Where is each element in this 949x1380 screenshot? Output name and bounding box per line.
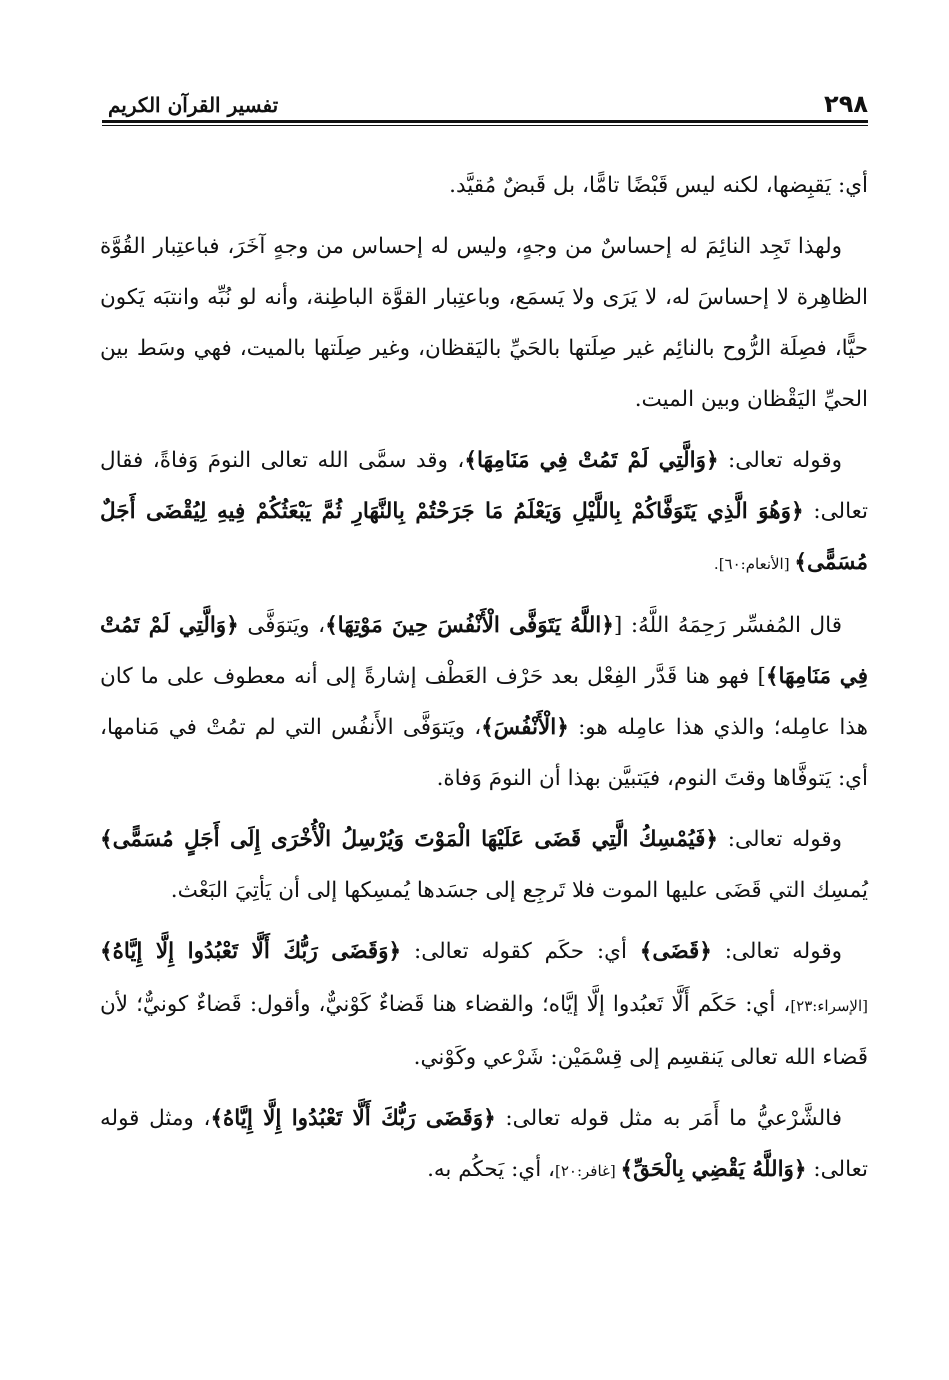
quran-verse: ﴿وَالَّتِي لَمْ تَمُتْ فِي مَنَامِهَا﴾: [464, 448, 719, 473]
verse-reference: [الأنعام:٦٠].: [713, 555, 795, 573]
verse-reference: [غافر:٢٠]: [554, 1162, 621, 1180]
paragraph-text: ، أي: حَكَم أَلَّا تَعبُدوا إلَّا إيَّاه؛ والقضاء هنا قَضاءٌ كَوْنيٌّ، وأقول: قَضاءٌ كونيٌّ؛ لأن قَضاء الله تعالى يَنقسِم إلى قِسْمَيْن: شَرْعي وكَوْني.: [100, 992, 868, 1070]
quran-verse: ﴿وَقَضَى رَبُّكَ أَلَّا تَعْبُدُوا إِلَّا إِيَّاهُ﴾: [210, 1106, 496, 1131]
paragraph-6: [100, 926, 868, 1083]
paragraph-4: [100, 600, 868, 804]
paragraph-text: قال المُفسِّر رَحِمَهُ اللَّهُ: [: [613, 613, 842, 638]
paragraph-text: وقوله تعالى:: [711, 939, 843, 964]
paragraph-3: [100, 435, 868, 590]
quran-verse: ﴿اللَّهُ يَتَوَفَّى الْأَنْفُسَ حِينَ مَوْتِهَا﴾: [325, 613, 614, 638]
paragraph-text: يُمسِك التي قَضَى عليها الموت فلا تَرجِع إلى جسَدها يُمسِكها إلى أن يَأتِيَ البَعْث.: [170, 878, 868, 903]
paragraph-text: ، ويَتوَفَّى: [238, 613, 326, 638]
paragraph-text: ، وقد سمَّى الله تعالى النومَ وَفاةً، فقال تعالى:: [100, 448, 868, 524]
paragraph-text: ، أي: يَحكُم به.: [427, 1157, 555, 1182]
paragraph-7: [100, 1093, 868, 1197]
quran-verse: ﴿وَهُوَ الَّذِي يَتَوَفَّاكُمْ بِاللَّيْلِ وَيَعْلَمُ مَا جَرَحْتُمْ بِالنَّهَارِ ثُمَّ يَبْعَثُكُمْ فِيهِ لِيُقْضَى أَجَلٌ مُسَمًّى﴾: [100, 499, 868, 575]
page-number: ٢٩٨: [824, 90, 868, 118]
paragraph-text: أي: حكَم كقوله تعالى:: [401, 939, 640, 964]
running-title: تفسير القرآن الكريم: [108, 93, 279, 117]
paragraph-5: [100, 814, 868, 916]
paragraph-text: فالشَّرْعيُّ ما أَمَر به مثل قوله تعالى:: [495, 1106, 842, 1131]
header-rule: [102, 120, 868, 123]
paragraph-text: ، ويَتوَفَّى الأَنفُس التي لم تمُتْ في مَنامها، أي: يَتوفَّاها وقتَ النوم، فيَتبيَّن بهذا أن النومَ وَفاة.: [100, 715, 868, 791]
paragraph-text: ] فهو هنا قَدَّر الفِعْل بعد حَرْف العَطْف إشارةً إلى أنه معطوف على ما كان هذا عامِله؛ والذي هذا عامِله هو:: [100, 664, 868, 740]
paragraph-2: [100, 221, 868, 425]
page-header: [102, 80, 868, 120]
quran-verse: ﴿قَضَى﴾: [639, 939, 712, 964]
verse-reference: [الإسراء:٢٣]: [790, 997, 868, 1015]
quran-verse: ﴿الْأَنْفُسَ﴾: [481, 715, 569, 740]
paragraph-1: [100, 160, 868, 211]
quran-verse: ﴿فَيُمْسِكُ الَّتِي قَضَى عَلَيْهَا الْمَوْتَ وَيُرْسِلُ الْأُخْرَى إِلَى أَجَلٍ مُسَمًّى﴾: [100, 827, 719, 852]
paragraph-text: ، ومثل قوله تعالى:: [100, 1106, 868, 1182]
quran-verse: ﴿وَاللَّهُ يَقْضِي بِالْحَقِّ﴾: [620, 1157, 807, 1182]
body-text: [100, 160, 868, 1207]
paragraph-text: وقوله تعالى:: [718, 827, 842, 852]
paragraph-text: أي: يَقبِضها، لكنه ليس قَبْضًا تامًّا، بل قَبضٌ مُقيَّد.: [449, 173, 868, 198]
quran-verse: ﴿وَقَضَى رَبُّكَ أَلَّا تَعْبُدُوا إِلَّا إِيَّاهُ﴾: [100, 939, 402, 964]
quran-verse: ﴿وَالَّتِي لَمْ تَمُتْ فِي مَنَامِهَا﴾: [100, 613, 868, 689]
paragraph-text: وقوله تعالى:: [718, 448, 842, 473]
header-rule-thin: [102, 125, 868, 126]
paragraph-text: ولهذا تَجِد النائِمَ له إحساسٌ من وجهٍ، وليس له إحساس من وجهٍ آخَرَ، فباعتِبار القُوَّة الظاهِرة لا إحساسَ له، لا يَرَى ولا يَسمَع، وباعتِبار القوَّة الباطِنة، وأنه لو نُبِّه وانتبَه يَكون حيًّا، فصِلَة الرُّوح بالنائِم غير صِلَتها بالحَيِّ باليَقظان، وغير صِلَتها بالميت، فهي وسَط بين الحيِّ اليَقْظان وبين الميت.: [100, 234, 868, 412]
